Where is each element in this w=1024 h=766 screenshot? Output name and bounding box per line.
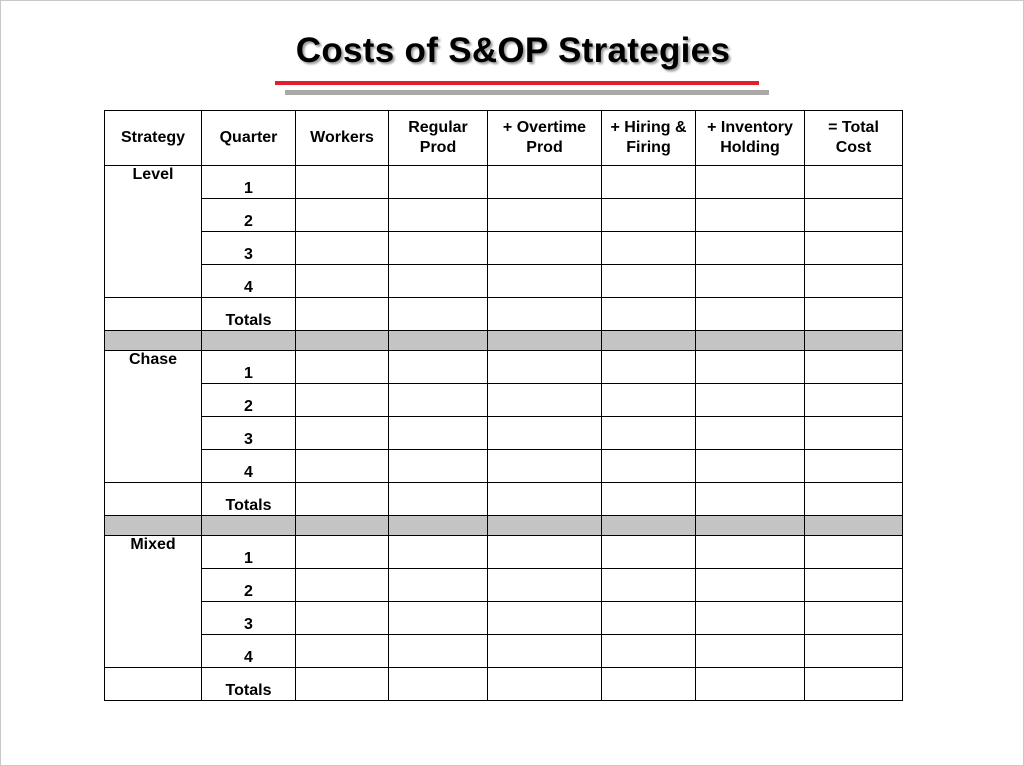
- quarter-cell: 4: [202, 450, 296, 483]
- empty-cell: [805, 298, 903, 331]
- empty-cell: [602, 516, 696, 536]
- empty-cell: [696, 417, 805, 450]
- empty-cell: [696, 331, 805, 351]
- empty-cell: [602, 450, 696, 483]
- empty-cell: [296, 232, 389, 265]
- table-row: [105, 384, 903, 417]
- table-row: [105, 450, 903, 483]
- empty-cell: [602, 199, 696, 232]
- empty-cell: [488, 516, 602, 536]
- empty-cell: [296, 417, 389, 450]
- quarter-cell: 3: [202, 602, 296, 635]
- empty-cell: [488, 668, 602, 701]
- empty-cell: [696, 668, 805, 701]
- empty-cell: [296, 668, 389, 701]
- quarter-cell: 4: [202, 265, 296, 298]
- empty-cell: [296, 199, 389, 232]
- col-workers: Workers: [296, 111, 389, 166]
- empty-cell: [389, 602, 488, 635]
- strategy-level-label: Level: [105, 166, 202, 298]
- table-row: [105, 569, 903, 602]
- empty-cell: [488, 331, 602, 351]
- empty-cell: [696, 384, 805, 417]
- empty-cell: [805, 483, 903, 516]
- empty-cell: [805, 331, 903, 351]
- totals-label: Totals: [202, 483, 296, 516]
- separator-row: [105, 331, 903, 351]
- empty-cell: [805, 450, 903, 483]
- empty-cell: [696, 602, 805, 635]
- empty-cell: [296, 384, 389, 417]
- empty-cell: [389, 199, 488, 232]
- empty-cell: [805, 668, 903, 701]
- empty-cell: [488, 635, 602, 668]
- empty-cell: [696, 351, 805, 384]
- header-row: [105, 111, 903, 166]
- empty-cell: [389, 351, 488, 384]
- empty-cell: [602, 232, 696, 265]
- empty-cell: [602, 351, 696, 384]
- empty-cell: [602, 331, 696, 351]
- table-row: [105, 351, 903, 384]
- quarter-cell: 2: [202, 569, 296, 602]
- empty-cell: [602, 384, 696, 417]
- empty-cell: [105, 516, 202, 536]
- empty-cell: [488, 265, 602, 298]
- empty-cell: [602, 417, 696, 450]
- empty-cell: [488, 351, 602, 384]
- empty-cell: [389, 384, 488, 417]
- strategy-mixed-label: Mixed: [105, 536, 202, 668]
- empty-cell: [105, 668, 202, 701]
- table-row: [105, 199, 903, 232]
- col-overtime-prod: + Overtime Prod: [488, 111, 602, 166]
- empty-cell: [389, 516, 488, 536]
- empty-cell: [805, 166, 903, 199]
- empty-cell: [602, 166, 696, 199]
- col-strategy: Strategy: [105, 111, 202, 166]
- empty-cell: [296, 536, 389, 569]
- quarter-cell: 2: [202, 384, 296, 417]
- empty-cell: [202, 516, 296, 536]
- empty-cell: [296, 166, 389, 199]
- empty-cell: [805, 384, 903, 417]
- slide-title: Costs of S&OP Strategies: [295, 31, 731, 70]
- empty-cell: [389, 635, 488, 668]
- empty-cell: [602, 536, 696, 569]
- totals-row: [105, 298, 903, 331]
- empty-cell: [696, 450, 805, 483]
- empty-cell: [296, 635, 389, 668]
- empty-cell: [296, 483, 389, 516]
- empty-cell: [105, 483, 202, 516]
- quarter-cell: 4: [202, 635, 296, 668]
- quarter-cell: 1: [202, 536, 296, 569]
- col-hiring-firing: + Hiring & Firing: [602, 111, 696, 166]
- empty-cell: [296, 298, 389, 331]
- col-regular-prod: Regular Prod: [389, 111, 488, 166]
- empty-cell: [805, 536, 903, 569]
- empty-cell: [389, 483, 488, 516]
- empty-cell: [389, 450, 488, 483]
- empty-cell: [805, 417, 903, 450]
- empty-cell: [696, 635, 805, 668]
- col-inventory-holding: + Inventory Holding: [696, 111, 805, 166]
- totals-row: [105, 668, 903, 701]
- empty-cell: [389, 298, 488, 331]
- title-underline-gray: [285, 90, 769, 95]
- table-row: [105, 232, 903, 265]
- empty-cell: [296, 351, 389, 384]
- empty-cell: [488, 417, 602, 450]
- empty-cell: [602, 668, 696, 701]
- empty-cell: [296, 265, 389, 298]
- title-underline-red: [275, 81, 759, 85]
- empty-cell: [696, 166, 805, 199]
- empty-cell: [805, 232, 903, 265]
- empty-cell: [105, 298, 202, 331]
- empty-cell: [488, 199, 602, 232]
- empty-cell: [602, 569, 696, 602]
- empty-cell: [389, 232, 488, 265]
- strategy-chase-label: Chase: [105, 351, 202, 483]
- empty-cell: [696, 569, 805, 602]
- empty-cell: [696, 483, 805, 516]
- empty-cell: [202, 331, 296, 351]
- quarter-cell: 1: [202, 351, 296, 384]
- empty-cell: [488, 483, 602, 516]
- empty-cell: [696, 536, 805, 569]
- quarter-cell: 1: [202, 166, 296, 199]
- empty-cell: [389, 265, 488, 298]
- totals-row: [105, 483, 903, 516]
- empty-cell: [488, 536, 602, 569]
- totals-label: Totals: [202, 668, 296, 701]
- empty-cell: [488, 166, 602, 199]
- empty-cell: [296, 569, 389, 602]
- empty-cell: [696, 265, 805, 298]
- empty-cell: [696, 298, 805, 331]
- empty-cell: [296, 450, 389, 483]
- empty-cell: [488, 450, 602, 483]
- empty-cell: [602, 298, 696, 331]
- empty-cell: [389, 331, 488, 351]
- empty-cell: [389, 569, 488, 602]
- empty-cell: [488, 602, 602, 635]
- empty-cell: [602, 483, 696, 516]
- empty-cell: [696, 199, 805, 232]
- quarter-cell: 2: [202, 199, 296, 232]
- table-row: [105, 536, 903, 569]
- quarter-cell: 3: [202, 232, 296, 265]
- col-total-cost: = Total Cost: [805, 111, 903, 166]
- empty-cell: [389, 668, 488, 701]
- empty-cell: [805, 635, 903, 668]
- empty-cell: [488, 298, 602, 331]
- empty-cell: [488, 232, 602, 265]
- empty-cell: [805, 569, 903, 602]
- totals-label: Totals: [202, 298, 296, 331]
- empty-cell: [389, 166, 488, 199]
- empty-cell: [602, 602, 696, 635]
- empty-cell: [296, 516, 389, 536]
- empty-cell: [805, 265, 903, 298]
- empty-cell: [696, 516, 805, 536]
- empty-cell: [389, 536, 488, 569]
- empty-cell: [296, 602, 389, 635]
- quarter-cell: 3: [202, 417, 296, 450]
- col-quarter: Quarter: [202, 111, 296, 166]
- empty-cell: [805, 351, 903, 384]
- table-row: [105, 417, 903, 450]
- empty-cell: [105, 331, 202, 351]
- empty-cell: [602, 635, 696, 668]
- empty-cell: [805, 516, 903, 536]
- empty-cell: [488, 569, 602, 602]
- empty-cell: [805, 199, 903, 232]
- table-row: [105, 166, 903, 199]
- separator-row: [105, 516, 903, 536]
- empty-cell: [696, 232, 805, 265]
- empty-cell: [805, 602, 903, 635]
- empty-cell: [389, 417, 488, 450]
- empty-cell: [296, 331, 389, 351]
- empty-cell: [488, 384, 602, 417]
- empty-cell: [602, 265, 696, 298]
- table-row: [105, 265, 903, 298]
- table-row: [105, 602, 903, 635]
- table-row: [105, 635, 903, 668]
- cost-table: [104, 110, 903, 701]
